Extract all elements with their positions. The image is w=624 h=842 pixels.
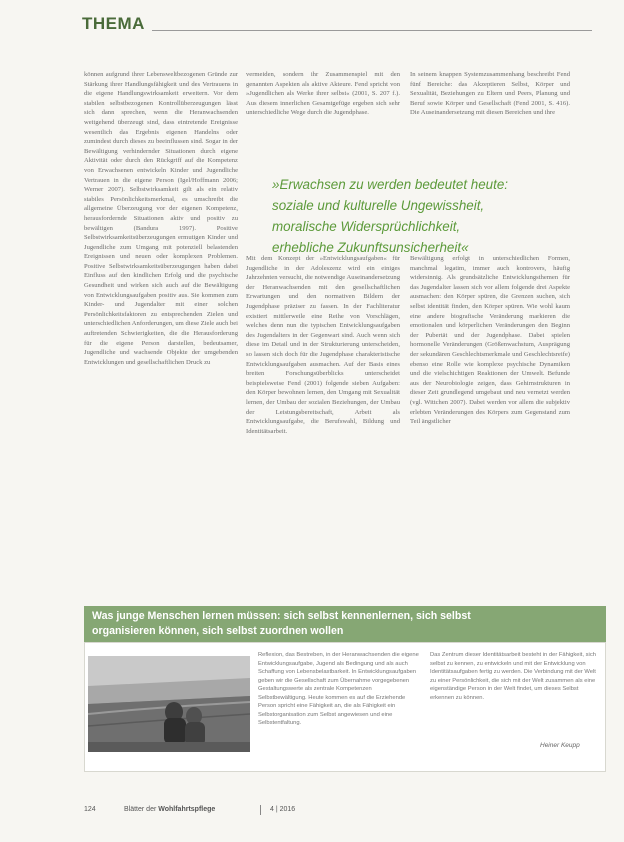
footer-divider [260,805,261,815]
section-title: THEMA [82,14,145,33]
page-header [82,14,592,36]
publication-name-bold: Wohlfahrtspflege [158,806,216,813]
publication-name [124,806,215,813]
column-3-top-text: In seinem knappen Systemzusammenhang beschreibt Fend fünf Bereiche: das Akzeptieren Selbst, Körper und Sexualität, Beziehungen zu Eltern und Peers, Planung und Beruf sowie Körper und Gesellschaft (Fend 2001, S. 416). Die Auseinandersetzung mit diesen Bereichen und ihre [410,71,570,117]
infobox-photo [88,656,250,752]
infobox-title [92,609,592,638]
infobox-column-2-text: Das Zentrum dieser Identitätsarbeit besteht in der Fähigkeit, sich selbst zu kennen, zu entwickeln und mit der Entwicklung von Identitätsaufgaben fertig zu werden. Die Verbindung mit der Welt zu einer Persönlichkeit, die sich mit der Welt zusammen als eine eigenständige Person in der Welt findet, um dieses Selbst erkennen zu können. [430,652,596,701]
pull-quote [272,174,592,258]
header-rule [152,30,592,31]
page-footer [84,806,384,818]
text-column-3-top [410,70,570,165]
text-column-3-bottom [410,254,570,586]
page-number: 124 [84,806,96,813]
column-3-bottom-text: Bewältigung erfolgt in unterschiedlichen Formen, manchmal legatim, immer auch kontrovers, häufig widersinnig. Als grundsätzliche Entwicklungsthemen für das Jugendalter lassen sich vor allem folgende drei Aspekte ausmachen: den Körper spüren, die Grenzen suchen, sich selbst identität finden, den Körper spüren. Wie wohl kaum eine andere biografische Veränderung markieren die emotionalen und körperlichen Veränderungen den Beginn der Pubertät und der Jugendphase. Dabei spielen hormonelle Veränderungen (Größenwachstum, Ausprägung der sekundären Geschlechtsmerkmale und Geschlechtsreife) ebenso eine Rolle wie komplexe psychische Dynamiken und die vielschichtigen Reaktionen der Umwelt. Befunde aus der Neurobiologie zeigen, dass Gehirnstrukturen in dieser Zeit grundlegend umgebaut und neu vernetzt werden (vgl. Wittchen 2007). Dabei werden vor allem die subjektiv erlebten Veränderungen des Körpers zum Gegenstand zum Teil ängstlicher [410,255,570,426]
pull-quote-line: erhebliche Zukunftsunsicherheit« [272,240,469,255]
infobox-title-line: organisieren können, sich selbst zuordnen wollen [92,624,344,637]
infobox-column-1 [258,651,422,751]
pull-quote-line: soziale und kulturelle Ungewissheit, [272,198,485,213]
column-2-bottom-text: Mit dem Konzept der »Entwicklungsaufgaben« für Jugendliche in der Adoleszenz wird ein einiges Jahrzehnten versucht, die notwendige Auseinandersetzung der Heranwachsenden mit den gesellschaftlichen Erwartungen und den normativen Bildern der Jugendphase präziser zu fassen. In der Fachliteratur existiert mittlerweile eine Reihe von Vorschlägen, welches denn nun die typischen Entwicklungsaufgaben des Jugendalters in der Gegenwart sind. Auch wenn sich diese im Detail und in der Strukturierung unterscheiden, so lassen sich doch für die Jugendphase charakteristische Entwicklungsaufgaben ausmachen. Auf der Basis eines breiten Forschungsüberblicks unterscheidet beispielsweise Fend (2001) folgende sieben Aufgaben: den Körper bewohnen lernen, den Umgang mit Sexualität lernen, der Umbau der sozialen Beziehungen, der Umbau der Leistungsbereitschaft, Arbeit als Entwicklungsaufgabe, die Berufswahl, Bildung und Identitätsarbeit. [246,255,400,435]
infobox-signature: Heiner Keupp [540,742,580,749]
pull-quote-line: »Erwachsen zu werden bedeutet heute: [272,177,508,192]
column-2-top-text: vermeiden, sondern ihr Zusammenspiel mit den genannten Aspekten als aktive Akteure. Fend spricht von »Jugendlichen als Werke ihrer selbst« (2001, S. 207 f.). Aus diesem innerlichen Gesamtgefüge ergeben sich sehr unterschiedliche Wege durch die Jugendphase. [246,71,400,117]
text-column-2-top [246,70,400,165]
infobox-title-line: Was junge Menschen lernen müssen: sich selbst kennenlernen, sich selbst [92,610,471,622]
column-1-text: können aufgrund ihrer Lebensweltbezogenen Gründe zur Stärkung ihrer Handlungsfähigkeit und des Vertrauens in die eigene Handlungswirksamkeit erweitern. Vor dem stabilen selbstbezogenen Kontrollüberzeugungen lässt sich dann sprechen, wenn die Heranwachsenden weitgehend überzeugt sind, dass eintretende Ereignisse wesentlich das Ergebnis eigenen Handelns oder zumindest durch dieses zu beeinflussen sind. Sogar in der Bewältigung verhindernder Situationen durch eigene Aktivität oder durch den Rückgriff auf die Kompetenz von Erwachsenen entwickeln Kinder und Jugendliche Vertrauen in die eigene Person (Igel/Hoffmann 2006; Werner 2007). Selbstwirksamkeit gilt als ein relativ stabiles Persönlichkeitsmerkmal, es umschreibt die allgemeine Überzeugung vor der eigenen Kompetenz, herausfordernde Situationen aktiv und positiv zu bewältigen (Bandura 1997). Positive Selbstwirksamkeitsüberzeugungen ermutigen Kinder und Jugendliche zum Umgang mit potenziell belastenden Ereignissen und neuen oder komplexen Problemen. Positive Selbstwirksamkeitsüberzeugungen haben dabei Einfluss auf den kindlichen Erfolg und die psychische Gesundheit und wirken sich auch auf die Bewältigung von Entwicklungsaufgaben positiv aus. Sie kommen zum Kinder- und Jugendalter mit einer solchen Persönlichkeitsfaktoren zu entsprechenden Zielen und unterschiedlichen Anforderungen, um diese Ziele auch bei auftretenden Schwierigkeiten, die die Herausforderung für die eigene Person darstellen, bedeutsamer, Jugendliche und wachsende Objekte der umgebenden Entwicklungen und gesellschaftlichen Druck zu [84,71,238,366]
publication-name-regular: Blätter der [124,806,159,813]
text-column-1 [84,70,238,585]
issue-number: 4 | 2016 [270,806,296,813]
infobox-column-1-text: Reflexion, das Bestreben, in der Heranwachsenden die eigene Entwicklungsaufgabe, Jugend als Bedingung und als auch Schaffung von Lebensbelastbarkeit. In Entwicklungsaufgaben geben wir die Gesellschaft zum Übernahme vorgegebenen Gestaltungswerte als zentrale Kompetenzen Selbstbewältigung. Heute kommen es auf die Erziehende Person spricht eine Fähigkeit an, die als Fähigkeit ein Selbstorganisation zum Selbst angewiesen und eine Selbstentfaltung. [258,652,419,726]
infobox-header [84,606,606,642]
text-column-2-bottom [246,254,400,586]
infobox-column-2 [430,651,600,729]
pull-quote-line: moralische Widersprüchlichkeit, [272,219,461,234]
